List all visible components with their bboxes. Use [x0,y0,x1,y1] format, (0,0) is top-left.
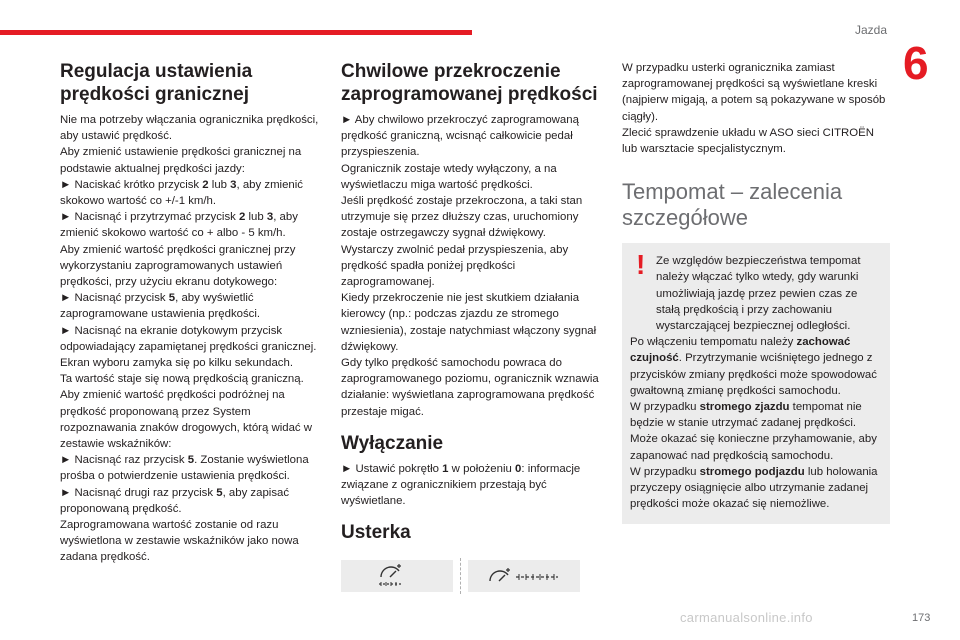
paragraph: Aby zmienić ustawienie prędkości granicznej na podstawie aktualnej prędkości jazdy: [60,146,302,175]
heading-malfunction: Usterka [341,522,411,544]
section-label: Jazda [855,23,888,37]
paragraph: Wystarczy zwolnić pedał przyspieszenia, aby prędkość spadła poniżej prędkości zaprogramowanej. [341,243,569,289]
step-item: ► Ustawić pokrętło 1 w położeniu 0: informacje związane z ogranicznikiem przestają być wyświetlane. [341,462,581,508]
page-number: 173 [912,612,931,624]
chapter-number: 6 [903,37,929,89]
column-1 [60,60,325,566]
divider [460,558,461,594]
speed-limiter-dashes-icon [484,563,564,589]
heading-switching-off: Wyłączanie [341,432,444,454]
warning-exclamation-icon: ! [636,249,646,281]
column-3 [622,60,890,524]
paragraph: W przypadku usterki ogranicznika zamiast zaprogramowanej prędkości są wyświetlane kreski (najpierw migają, a potem są pokazywane w sposób ciągły). [622,62,886,123]
fault-indicator-panel-2 [468,560,580,592]
paragraph: Ta wartość staje się nową prędkością graniczną. [60,373,304,386]
fault-indicator-panel-1 [341,560,453,592]
step-item: ► Nacisnąć drugi raz przycisk 5, aby zapisać proponowaną prędkość. [60,486,290,515]
warning-text: W przypadku stromego zjazdu tempomat nie będzie w stanie utrzymać zadanej prędkości. Może okazać się konieczne przyhamowanie, aby zapanować nad prędkością samochodu. [630,401,877,462]
step-item: ► Nacisnąć na ekranie dotykowym przycisk odpowiadający zapamiętanej prędkości granicznej. [60,324,317,353]
step-item: ► Aby chwilowo przekroczyć zaprogramowaną prędkość graniczną, wcisnąć całkowicie pedał przyspieszenia. [341,114,579,159]
paragraph: Jeśli prędkość zostaje przekroczona, a taki stan utrzymuje się przez dłuższy czas, uruchomiony zostaje ostrzegawczy sygnał dźwiękowy. [341,195,583,240]
chapter-accent-bar [0,30,472,35]
step-item: ► Nacisnąć i przytrzymać przycisk 2 lub 3, aby zmienić skokowo wartość co + albo - 5 km/h. [60,211,298,240]
paragraph: Ekran wyboru zamyka się po kilku sekundach. [60,357,293,370]
heading-cruise-control-advice: Tempomat – zalecenia szczegółowe [622,179,843,231]
watermark: carmanualsonline.info [680,610,813,625]
heading-speed-setting: Regulacja ustawienia prędkości granicznej [60,61,253,105]
paragraph: Aby zmienić wartość prędkości granicznej przy wykorzystaniu zaprogramowanych ustawień prędkości, przy użyciu ekranu dotykowego: [60,243,296,289]
heading-temporary-override: Chwilowe przekroczenie zaprogramowanej prędkości [341,61,598,105]
warning-text: W przypadku stromego podjazdu lub holowania przyczepy osiągnięcie albo utrzymanie zadanej prędkości może okazać się niemożliwe. [630,465,878,511]
paragraph: Nie ma potrzeby włączania ogranicznika prędkości, aby ustawić prędkość. [60,114,319,143]
step-item: ► Nacisnąć przycisk 5, aby wyświetlić zaprogramowane ustawienia prędkości. [60,292,261,321]
paragraph: Gdy tylko prędkość samochodu powraca do zaprogramowanego poziomu, ogranicznik wznawia działanie: wyświetlana zaprogramowana prędkość przestaje migać. [341,357,599,418]
paragraph: Kiedy przekroczenie nie jest skutkiem działania kierowcy (np.: podczas zjazdu ze stromego wzniesienia), zostaje natychmiast włączony sygnał dźwiękowy. [341,292,597,353]
warning-note [622,243,890,524]
step-item: ► Nacisnąć raz przycisk 5. Zostanie wyświetlona prośba o potwierdzenie ustawienia prędkości. [60,454,309,483]
paragraph: Ogranicznik zostaje wtedy wyłączony, a na wyświetlaczu miga wartość prędkości. [341,162,557,191]
speed-limiter-fault-icon [375,563,419,589]
step-item: ► Naciskać krótko przycisk 2 lub 3, aby zmienić skokowo wartość co +/-1 km/h. [60,178,303,208]
column-2 [341,60,606,594]
paragraph: Aby zmienić wartość prędkości podróżnej na prędkość proponowaną przez System rozpoznawania znaków drogowych, którą widać w zestawie wskaźników: [60,389,312,451]
paragraph: Zlecić sprawdzenie układu w ASO sieci CITROËN lub warsztacie specjalistycznym. [622,126,874,156]
warning-text: Ze względów bezpieczeństwa tempomat należy włączać tylko wtedy, gdy warunki umożliwiają jazdę przez pewien czas ze stałą prędkością i przy zachowaniu wystarczającej bezpiecznej odległości. [656,255,861,333]
warning-text: Po włączeniu tempomatu należy zachować czujność. Przytrzymanie wciśniętego jednego z przycisków zmiany prędkości może spowodować gwałtowną zmianę prędkości samochodu. [630,336,877,397]
paragraph: Zaprogramowana wartość zostanie od razu wyświetlona w zestawie wskaźników jako nowa zadana prędkość. [60,519,299,564]
fault-icons-row [341,558,606,594]
